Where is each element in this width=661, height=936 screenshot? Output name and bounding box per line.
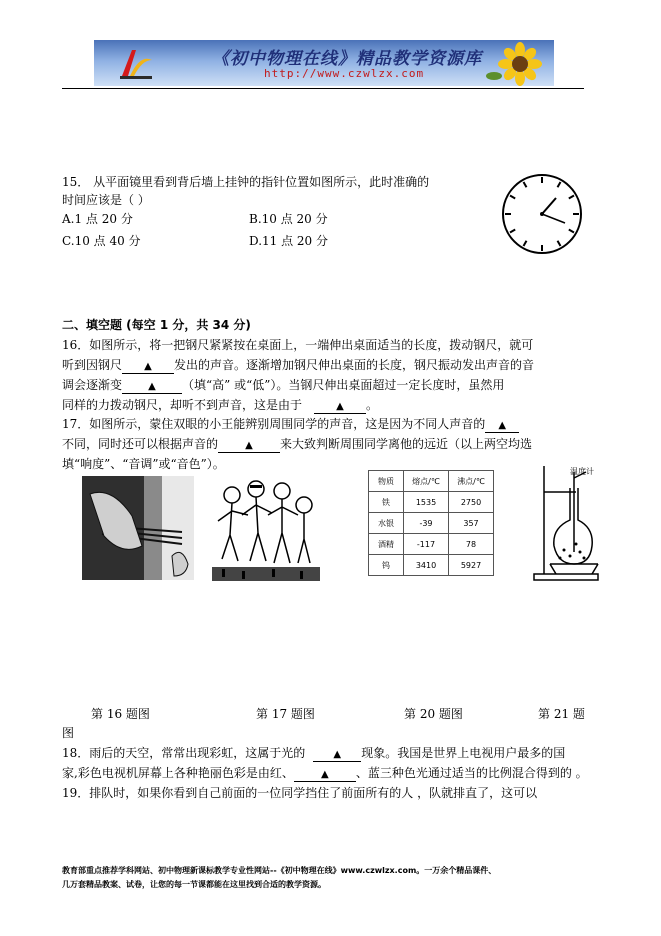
table-cell: 水银 xyxy=(369,513,404,534)
answer-blank[interactable]: ▲ xyxy=(485,420,519,433)
q15-line2: 时间应该是（ ） xyxy=(62,193,150,207)
q17-line2 xyxy=(62,435,532,453)
table-row xyxy=(369,555,494,576)
mirror-clock-figure xyxy=(500,172,584,256)
q17-line1 xyxy=(62,415,519,433)
table-cell: -117 xyxy=(404,534,449,555)
q16-text: 。 xyxy=(366,398,379,412)
q18-text: 18．雨后的天空，常常出现彩虹，这属于光的 xyxy=(62,746,306,760)
header-divider xyxy=(62,88,584,89)
q17-text: 不同，同时还可以根据声音的 xyxy=(62,437,219,451)
q15-option-b: B.10 点 20 分 xyxy=(249,212,328,226)
caption-fig21-wrap: 图 xyxy=(62,726,75,740)
thermometer-label: 温度计 xyxy=(570,467,594,476)
boiling-flask-figure xyxy=(530,462,602,584)
site-logo-icon xyxy=(118,46,154,80)
q18-line2 xyxy=(62,764,588,782)
caption-fig16: 第 16 题图 xyxy=(91,707,150,721)
table-cell: 2750 xyxy=(449,492,494,513)
table-cell: 钨 xyxy=(369,555,404,576)
caption-fig21: 第 21 题 xyxy=(538,707,585,721)
answer-blank[interactable]: ▲ xyxy=(314,401,366,414)
table-cell: 酒精 xyxy=(369,534,404,555)
q16-text: （填“高” 或“低”）。当钢尺伸出桌面超过一定长度时，虽然用 xyxy=(182,378,505,392)
banner-title: 《初中物理在线》精品教学资源库 xyxy=(212,49,482,69)
q18-text: 家,彩色电视机屏幕上各种艳丽色彩是由红、 xyxy=(62,766,294,780)
q16-text: 调会逐渐变 xyxy=(62,378,123,392)
q18-text: 、蓝三种色光通过适当的比例混合得到的 。 xyxy=(355,766,588,780)
q16-line1: 16．如图所示，将一把钢尺紧紧按在桌面上，一端伸出桌面适当的长度，拨动钢尺，就可 xyxy=(62,338,534,352)
table-header-cell: 物质 xyxy=(369,471,404,492)
header-banner xyxy=(94,40,554,86)
table-cell: 铁 xyxy=(369,492,404,513)
q17-text: 17．如图所示，蒙住双眼的小王能辨别周围同学的声音，这是因为不同人声音的 xyxy=(62,417,486,431)
q19-line1: 19．排队时，如果你看到自己前面的一位同学挡住了前面所有的人 ，队就排直了，这可以 xyxy=(62,786,538,800)
footer-line1: 教育部重点推荐学科网站、初中物理新课标教学专业性网站--《初中物理在线》www.czwlzx.com。一万余个精品课件、 xyxy=(62,866,497,875)
sunflower-icon xyxy=(486,42,550,86)
table-row xyxy=(369,513,494,534)
answer-blank[interactable]: ▲ xyxy=(313,749,361,762)
answer-blank[interactable]: ▲ xyxy=(122,381,182,394)
table-cell: 357 xyxy=(449,513,494,534)
table-header-row xyxy=(369,471,494,492)
q16-text: 发出的声音。逐渐增加钢尺伸出桌面的长度，钢尺振动发出声音的音 xyxy=(174,358,535,372)
page-footer xyxy=(62,864,496,892)
q16-text: 同样的力拨动钢尺，却听不到声音，这是由于 xyxy=(62,398,303,412)
q16-line2 xyxy=(62,356,534,374)
children-game-figure xyxy=(212,475,320,581)
q18-text: 现象。我国是世界上电视用户最多的国 xyxy=(361,746,566,760)
table-cell: 3410 xyxy=(404,555,449,576)
table-cell: -39 xyxy=(404,513,449,534)
ruler-on-table-figure xyxy=(82,476,194,580)
table-cell: 1535 xyxy=(404,492,449,513)
q16-line3 xyxy=(62,376,504,394)
banner-url: http://www.czwlzx.com xyxy=(264,67,425,80)
answer-blank[interactable]: ▲ xyxy=(294,769,356,782)
q16-line4 xyxy=(62,396,378,414)
q17-text: 来大致判断周围同学离他的远近（以上两空均选 xyxy=(280,437,533,451)
answer-blank[interactable]: ▲ xyxy=(122,361,174,374)
table-cell: 78 xyxy=(449,534,494,555)
table-header-cell: 熔点/℃ xyxy=(404,471,449,492)
q15-line1: 15． 从平面镜里看到背后墙上挂钟的指针位置如图所示，此时准确的 xyxy=(62,175,430,189)
caption-fig20: 第 20 题图 xyxy=(404,707,463,721)
q15-option-a: A.1 点 20 分 xyxy=(62,212,133,226)
caption-fig17: 第 17 题图 xyxy=(256,707,315,721)
q16-text: 听到因钢尺 xyxy=(62,358,123,372)
q17-line3: 填“响度”、“音调”或“音色”）。 xyxy=(62,457,225,471)
section-heading: 二、填空题 (每空 1 分，共 34 分) xyxy=(62,318,251,332)
q15-option-c: C.10 点 40 分 xyxy=(62,234,141,248)
table-header-cell: 沸点/℃ xyxy=(449,471,494,492)
footer-line2: 几万套精品教案、试卷，让您的每一节课都能在这里找到合适的教学资源。 xyxy=(62,880,326,889)
table-cell: 5927 xyxy=(449,555,494,576)
table-row xyxy=(369,534,494,555)
q18-line1 xyxy=(62,744,565,762)
q15-option-d: D.11 点 20 分 xyxy=(249,234,328,248)
table-row xyxy=(369,492,494,513)
melting-boiling-table xyxy=(368,470,494,576)
answer-blank[interactable]: ▲ xyxy=(218,440,280,453)
